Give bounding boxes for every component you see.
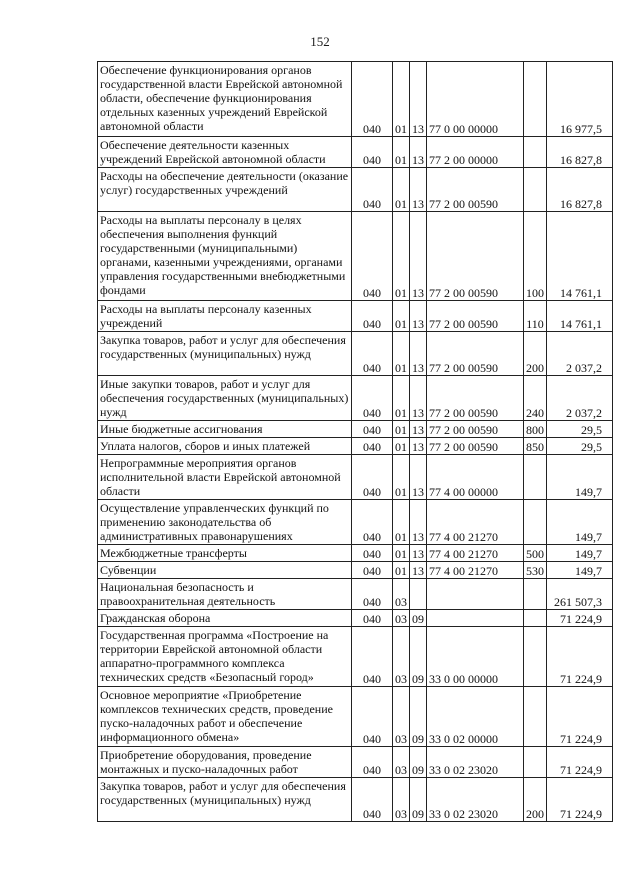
subsection-code: 13 <box>410 301 427 332</box>
amount: 14 761,1 <box>547 212 613 301</box>
amount: 149,7 <box>547 562 613 579</box>
target-article-code: 77 4 00 21270 <box>427 562 524 579</box>
expense-type-code: 110 <box>524 301 547 332</box>
table-row <box>98 562 613 579</box>
row-name: Гражданская оборона <box>98 610 352 627</box>
target-article-code: 77 4 00 21270 <box>427 500 524 545</box>
expense-type-code <box>524 579 547 610</box>
table-row <box>98 500 613 545</box>
expense-type-code <box>524 610 547 627</box>
subsection-code: 09 <box>410 687 427 747</box>
row-name: Национальная безопасность и правоохранительная деятельность <box>98 579 352 610</box>
ministry-code: 040 <box>352 747 393 778</box>
amount: 71 224,9 <box>547 747 613 778</box>
section-code: 01 <box>393 455 410 500</box>
ministry-code: 040 <box>352 610 393 627</box>
expense-type-code: 530 <box>524 562 547 579</box>
table-row <box>98 627 613 687</box>
row-name: Расходы на обеспечение деятельности (оказание услуг) государственных учреждений <box>98 168 352 212</box>
target-article-code: 33 0 00 00000 <box>427 627 524 687</box>
section-code: 01 <box>393 137 410 168</box>
ministry-code: 040 <box>352 579 393 610</box>
table-row <box>98 168 613 212</box>
target-article-code <box>427 579 524 610</box>
row-name: Иные бюджетные ассигнования <box>98 421 352 438</box>
amount: 2 037,2 <box>547 332 613 376</box>
table-row <box>98 376 613 421</box>
target-article-code: 77 2 00 00590 <box>427 168 524 212</box>
target-article-code: 77 2 00 00000 <box>427 137 524 168</box>
subsection-code: 13 <box>410 332 427 376</box>
target-article-code: 77 2 00 00590 <box>427 376 524 421</box>
expense-type-code: 240 <box>524 376 547 421</box>
target-article-code: 33 0 02 23020 <box>427 778 524 822</box>
row-name: Закупка товаров, работ и услуг для обеспечения государственных (муниципальных) нужд <box>98 778 352 822</box>
subsection-code: 09 <box>410 627 427 687</box>
section-code: 03 <box>393 687 410 747</box>
expense-type-code: 850 <box>524 438 547 455</box>
amount: 29,5 <box>547 438 613 455</box>
subsection-code: 13 <box>410 455 427 500</box>
table-row <box>98 747 613 778</box>
amount: 16 827,8 <box>547 137 613 168</box>
table-row <box>98 579 613 610</box>
subsection-code: 13 <box>410 438 427 455</box>
ministry-code: 040 <box>352 212 393 301</box>
amount: 149,7 <box>547 500 613 545</box>
ministry-code: 040 <box>352 62 393 137</box>
table-row <box>98 455 613 500</box>
row-name: Обеспечение функционирования органов государственной власти Еврейской автономной области, обеспечение функционирования отдельных казенных учреждений Еврейской автономной области <box>98 62 352 137</box>
subsection-code: 13 <box>410 421 427 438</box>
table-row <box>98 212 613 301</box>
expense-type-code <box>524 500 547 545</box>
subsection-code: 13 <box>410 545 427 562</box>
section-code: 01 <box>393 421 410 438</box>
table-row <box>98 62 613 137</box>
target-article-code: 77 0 00 00000 <box>427 62 524 137</box>
subsection-code: 09 <box>410 610 427 627</box>
section-code: 01 <box>393 545 410 562</box>
subsection-code <box>410 579 427 610</box>
table-row <box>98 778 613 822</box>
row-name: Иные закупки товаров, работ и услуг для обеспечения государственных (муниципальных) нужд <box>98 376 352 421</box>
expense-type-code <box>524 455 547 500</box>
amount: 16 827,8 <box>547 168 613 212</box>
ministry-code: 040 <box>352 455 393 500</box>
target-article-code: 77 2 00 00590 <box>427 421 524 438</box>
section-code: 03 <box>393 579 410 610</box>
table-row <box>98 421 613 438</box>
row-name: Приобретение оборудования, проведение монтажных и пуско-наладочных работ <box>98 747 352 778</box>
row-name: Расходы на выплаты персоналу в целях обеспечения выполнения функций государственными (муниципальными) органами, казенными учреждениями, органами управления государственными внебюджетными фондами <box>98 212 352 301</box>
section-code: 03 <box>393 778 410 822</box>
expense-type-code: 800 <box>524 421 547 438</box>
ministry-code: 040 <box>352 376 393 421</box>
subsection-code: 13 <box>410 137 427 168</box>
expense-type-code: 500 <box>524 545 547 562</box>
subsection-code: 09 <box>410 778 427 822</box>
page-number: 152 <box>310 34 330 49</box>
amount: 2 037,2 <box>547 376 613 421</box>
ministry-code: 040 <box>352 500 393 545</box>
row-name: Обеспечение деятельности казенных учреждений Еврейской автономной области <box>98 137 352 168</box>
amount: 71 224,9 <box>547 778 613 822</box>
ministry-code: 040 <box>352 301 393 332</box>
amount: 71 224,9 <box>547 627 613 687</box>
subsection-code: 13 <box>410 168 427 212</box>
table-row <box>98 301 613 332</box>
section-code: 01 <box>393 332 410 376</box>
expense-type-code: 200 <box>524 778 547 822</box>
section-code: 01 <box>393 376 410 421</box>
table-row <box>98 137 613 168</box>
target-article-code: 77 2 00 00590 <box>427 332 524 376</box>
expense-type-code: 200 <box>524 332 547 376</box>
amount: 16 977,5 <box>547 62 613 137</box>
expense-type-code: 100 <box>524 212 547 301</box>
target-article-code: 77 4 00 00000 <box>427 455 524 500</box>
amount: 14 761,1 <box>547 301 613 332</box>
subsection-code: 13 <box>410 376 427 421</box>
budget-table <box>97 61 613 822</box>
target-article-code: 77 4 00 21270 <box>427 545 524 562</box>
row-name: Непрограммные мероприятия органов исполнительной власти Еврейской автономной области <box>98 455 352 500</box>
ministry-code: 040 <box>352 137 393 168</box>
amount: 29,5 <box>547 421 613 438</box>
table-row <box>98 687 613 747</box>
target-article-code: 77 2 00 00590 <box>427 212 524 301</box>
expense-type-code <box>524 137 547 168</box>
ministry-code: 040 <box>352 168 393 212</box>
row-name: Уплата налогов, сборов и иных платежей <box>98 438 352 455</box>
section-code: 03 <box>393 627 410 687</box>
row-name: Субвенции <box>98 562 352 579</box>
row-name: Государственная программа «Построение на территории Еврейской автономной области аппаратно-программного комплекса технических средств «Безопасный город» <box>98 627 352 687</box>
amount: 261 507,3 <box>547 579 613 610</box>
target-article-code: 77 2 00 00590 <box>427 301 524 332</box>
section-code: 01 <box>393 438 410 455</box>
table-row <box>98 610 613 627</box>
row-name: Закупка товаров, работ и услуг для обеспечения государственных (муниципальных) нужд <box>98 332 352 376</box>
section-code: 01 <box>393 212 410 301</box>
target-article-code: 33 0 02 00000 <box>427 687 524 747</box>
expense-type-code <box>524 627 547 687</box>
row-name: Основное мероприятие «Приобретение комплексов технических средств, проведение пуско-наладочных работ и обеспечение информационного обмена» <box>98 687 352 747</box>
section-code: 01 <box>393 168 410 212</box>
section-code: 03 <box>393 747 410 778</box>
ministry-code: 040 <box>352 687 393 747</box>
section-code: 01 <box>393 500 410 545</box>
expense-type-code <box>524 62 547 137</box>
ministry-code: 040 <box>352 562 393 579</box>
amount: 149,7 <box>547 455 613 500</box>
expense-type-code <box>524 168 547 212</box>
section-code: 03 <box>393 610 410 627</box>
row-name: Расходы на выплаты персоналу казенных учреждений <box>98 301 352 332</box>
amount: 71 224,9 <box>547 610 613 627</box>
ministry-code: 040 <box>352 545 393 562</box>
section-code: 01 <box>393 301 410 332</box>
target-article-code: 77 2 00 00590 <box>427 438 524 455</box>
target-article-code: 33 0 02 23020 <box>427 747 524 778</box>
subsection-code: 09 <box>410 747 427 778</box>
table-row <box>98 545 613 562</box>
subsection-code: 13 <box>410 212 427 301</box>
table-row <box>98 438 613 455</box>
target-article-code <box>427 610 524 627</box>
amount: 149,7 <box>547 545 613 562</box>
row-name: Осуществление управленческих функций по применению законодательства об административных правонарушениях <box>98 500 352 545</box>
ministry-code: 040 <box>352 332 393 376</box>
table-row <box>98 332 613 376</box>
expense-type-code <box>524 747 547 778</box>
ministry-code: 040 <box>352 438 393 455</box>
row-name: Межбюджетные трансферты <box>98 545 352 562</box>
ministry-code: 040 <box>352 421 393 438</box>
ministry-code: 040 <box>352 627 393 687</box>
ministry-code: 040 <box>352 778 393 822</box>
section-code: 01 <box>393 62 410 137</box>
section-code: 01 <box>393 562 410 579</box>
subsection-code: 13 <box>410 62 427 137</box>
subsection-code: 13 <box>410 500 427 545</box>
subsection-code: 13 <box>410 562 427 579</box>
expense-type-code <box>524 687 547 747</box>
amount: 71 224,9 <box>547 687 613 747</box>
table-body <box>98 62 613 822</box>
